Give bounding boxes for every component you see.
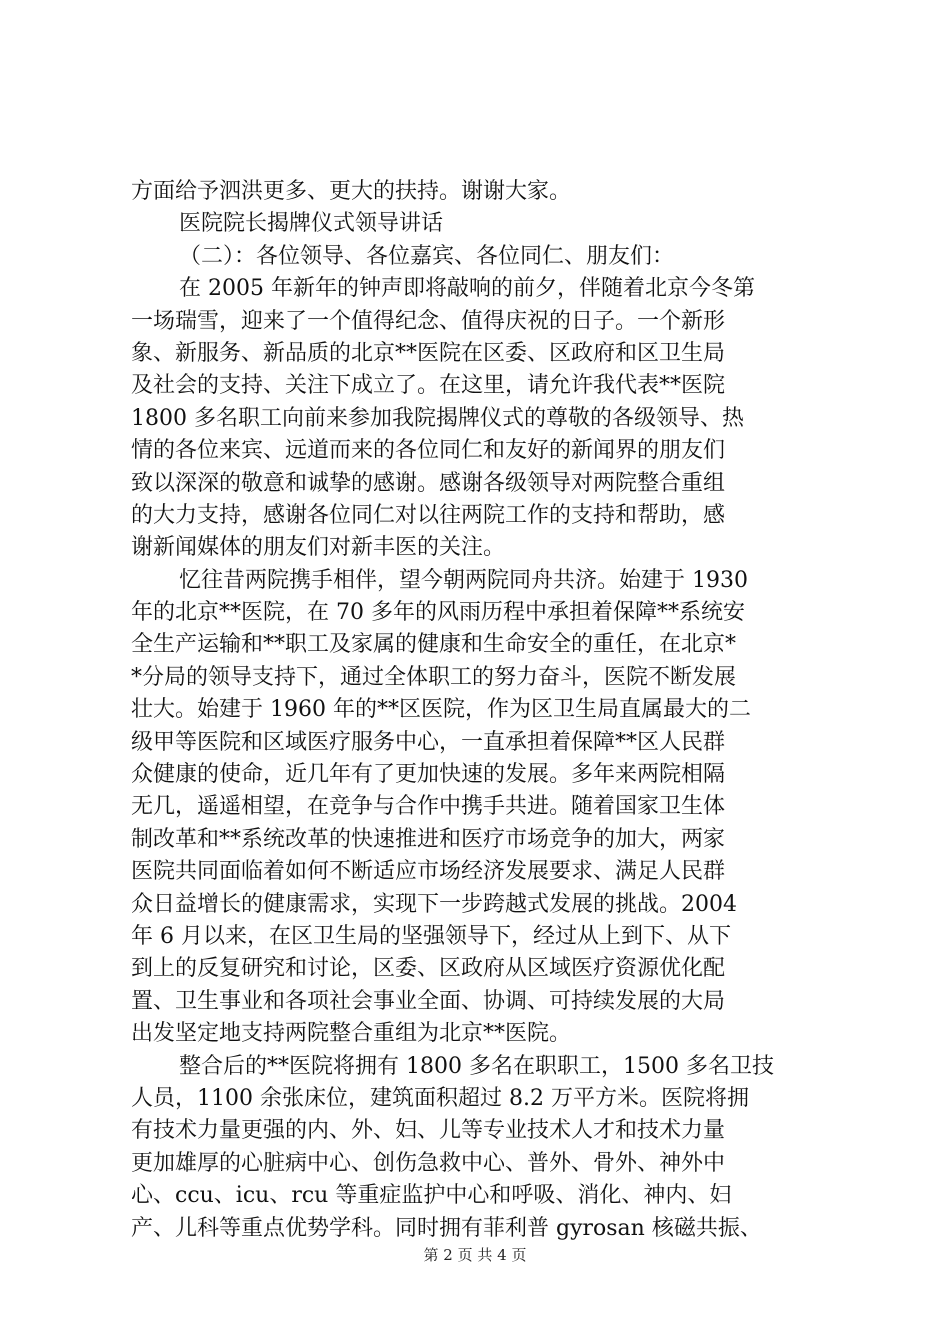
text-line: 一场瑞雪，迎来了一个值得纪念、值得庆祝的日子。一个新形 xyxy=(131,308,726,334)
text-line: 到上的反复研究和讨论，区委、区政府从区域医疗资源优化配 xyxy=(131,956,726,982)
text-line: 众健康的使命，近几年有了更加快速的发展。多年来两院相隔 xyxy=(131,762,726,788)
text-line: 心、ccu、icu、rcu 等重症监护中心和呼吸、消化、神内、妇 xyxy=(131,1183,732,1209)
text-line: 年的北京**医院，在 70 多年的风雨历程中承担着保障**系统安 xyxy=(131,600,745,626)
text-line: 医院共同面临着如何不断适应市场经济发展要求、满足人民群 xyxy=(131,859,726,885)
text-line: 1800 多名职工向前来参加我院揭牌仪式的尊敬的各级领导、热 xyxy=(131,405,744,431)
text-line: 人员，1100 余张床位，建筑面积超过 8.2 万平方米。医院将拥 xyxy=(131,1085,749,1111)
text-line: 出发坚定地支持两院整合重组为北京**医院。 xyxy=(131,1021,572,1047)
text-line: 谢新闻媒体的朋友们对新丰医的关注。 xyxy=(131,535,506,561)
text-line: 象、新服务、新品质的北京**医院在区委、区政府和区卫生局 xyxy=(131,340,726,366)
text-line: 有技术力量更强的内、外、妇、儿等专业技术人才和技术力量 xyxy=(131,1118,726,1144)
text-line: 壮大。始建于 1960 年的**区医院，作为区卫生局直属最大的二 xyxy=(131,697,751,723)
text-line: 制改革和**系统改革的快速推进和医疗市场竞争的加大，两家 xyxy=(131,826,726,852)
speech-title: 医院院长揭牌仪式领导讲话 xyxy=(179,211,444,237)
page-footer xyxy=(0,1244,950,1265)
text-line: 置、卫生事业和各项社会事业全面、协调、可持续发展的大局 xyxy=(131,988,726,1014)
text-line: 全生产运输和**职工及家属的健康和生命安全的重任，在北京* xyxy=(131,632,737,658)
text-line: 众日益增长的健康需求，实现下一步跨越式发展的挑战。2004 xyxy=(131,891,737,917)
text-line: 情的各位来宾、远道而来的各位同仁和友好的新闻界的朋友们 xyxy=(131,438,726,464)
text-line: 忆往昔两院携手相伴，望今朝两院同舟共济。始建于 1930 xyxy=(179,567,748,593)
text-line: 方面给予泗洪更多、更大的扶持。谢谢大家。 xyxy=(131,179,572,204)
text-line: 级甲等医院和区域医疗服务中心，一直承担着保障**区人民群 xyxy=(131,729,726,755)
page-number-label: 第 2 页 共 4 页 xyxy=(423,1246,527,1264)
text-line: *分局的领导支持下，通过全体职工的努力奋斗，医院不断发展 xyxy=(131,664,737,690)
text-line: 致以深深的敬意和诚挚的感谢。感谢各级领导对两院整合重组 xyxy=(131,470,726,496)
text-line: 的大力支持，感谢各位同仁对以往两院工作的支持和帮助，感 xyxy=(131,502,726,528)
text-line: 更加雄厚的心脏病中心、创伤急救中心、普外、骨外、神外中 xyxy=(131,1150,726,1176)
text-line: 无几，遥遥相望，在竞争与合作中携手共进。随着国家卫生体 xyxy=(131,794,726,820)
text-line: 在 2005 年新年的钟声即将敲响的前夕，伴随着北京今冬第 xyxy=(179,276,755,302)
document-body xyxy=(131,176,851,1245)
text-line: 产、儿科等重点优势学科。同时拥有菲利普 gyrosan 核磁共振、 xyxy=(131,1215,762,1241)
text-line: 整合后的**医院将拥有 1800 多名在职职工，1500 多名卫技 xyxy=(179,1053,774,1079)
text-line: 年 6 月以来，在区卫生局的坚强领导下，经过从上到下、从下 xyxy=(131,923,731,949)
salutation-line: （二）：各位领导、各位嘉宾、各位同仁、朋友们： xyxy=(179,243,675,269)
text-line: 及社会的支持、关注下成立了。在这里，请允许我代表**医院 xyxy=(131,373,726,399)
